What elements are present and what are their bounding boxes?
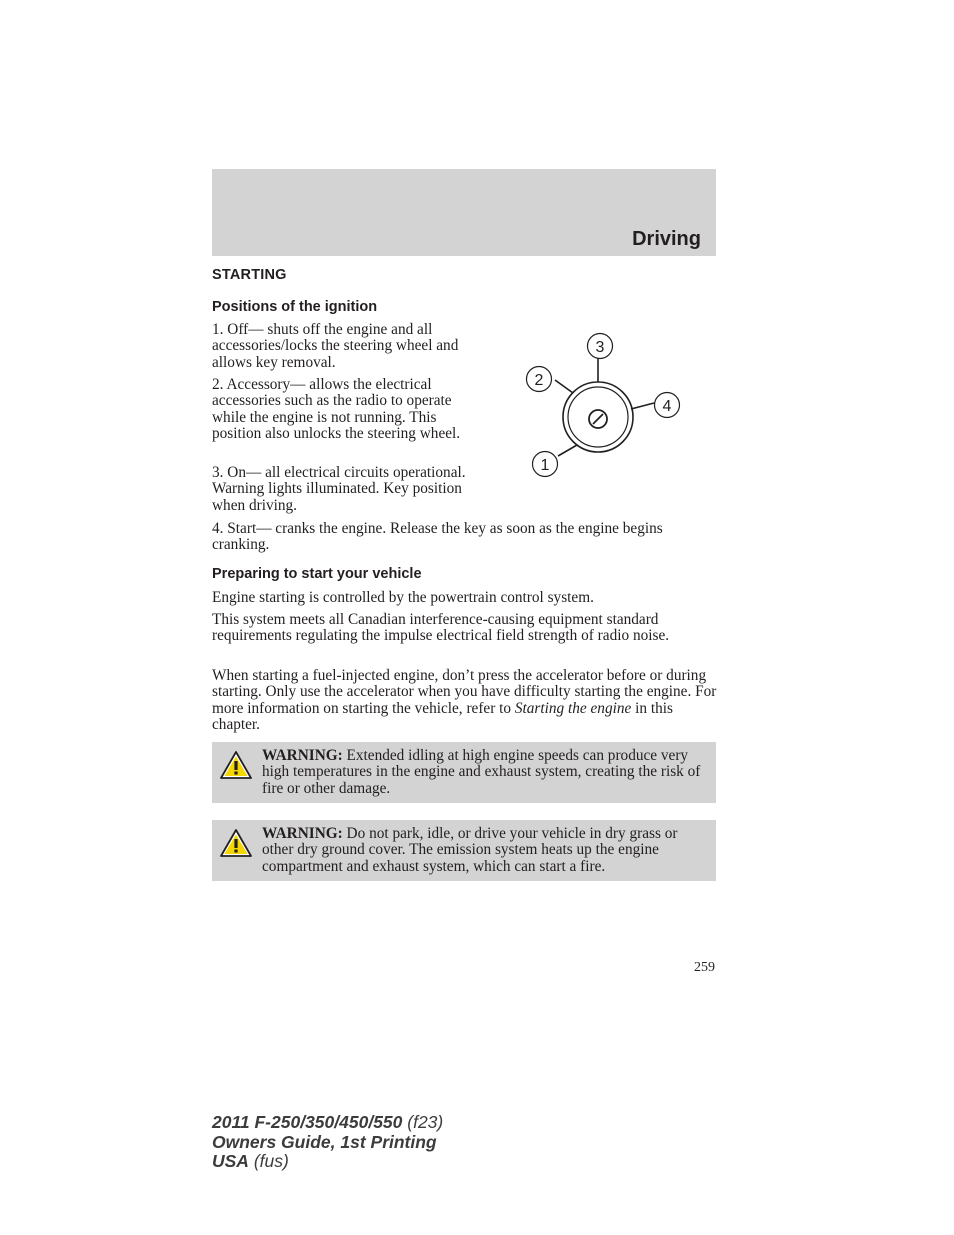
warning-text: Extended idling at high engine speeds can produce very high temperatures in the engine and exhaust system, creating the risk of fire or other damage. <box>262 747 701 797</box>
ignition-lock-cylinder <box>563 382 633 452</box>
cross-reference-link: Starting the engine <box>514 699 632 717</box>
page-heading: STARTING <box>212 267 287 283</box>
section-header-band <box>212 169 716 256</box>
page-number: 259 <box>694 960 715 975</box>
warning-box-dry-grass <box>212 820 716 881</box>
warning-text: Do not park, idle, or drive your vehicle in dry grass or other dry ground cover. The emission system heats up the engine compartment and exhaust system, which can start a fire. <box>262 825 678 875</box>
paragraph-powertrain: Engine starting is controlled by the powertrain control system. <box>212 589 594 606</box>
warning-label: WARNING: <box>262 747 343 764</box>
position-label-3: 3 <box>595 339 605 356</box>
warning-label: WARNING: <box>262 825 343 842</box>
position-label-1: 1 <box>540 457 550 474</box>
paragraph-fuel-injected: When starting a fuel-injected engine, don’t press the accelerator before or during starting. Only use the accelerator when you have difficulty starting the engine. For more information on starting the vehicle, refer to Starting the engine in this chapter. <box>212 667 717 734</box>
ignition-diagram <box>515 325 695 485</box>
position-marker-2 <box>527 367 552 392</box>
ignition-item-start: 4. Start— cranks the engine. Release the key as soon as the engine begins cranking. <box>212 520 663 554</box>
ignition-item-off: 1. Off— shuts off the engine and all accessories/locks the steering wheel and allows key removal. <box>212 321 459 371</box>
section-title: Driving <box>632 228 701 250</box>
warning-triangle-icon <box>218 748 254 782</box>
document-footer: 2011 F-250/350/450/550 (f23) Owners Guide, 1st Printing USA (fus) <box>212 1112 444 1171</box>
position-label-2: 2 <box>534 372 544 389</box>
position-label-4: 4 <box>662 398 672 415</box>
ignition-item-on: 3. On— all electrical circuits operational. Warning lights illuminated. Key position when driving. <box>212 464 466 514</box>
warning-box-idling <box>212 742 716 803</box>
ignition-item-accessory: 2. Accessory— allows the electrical accessories such as the radio to operate while the engine is not running. This position also unlocks the steering wheel. <box>212 376 461 443</box>
subheading-preparing: Preparing to start your vehicle <box>212 566 422 582</box>
position-marker-4 <box>655 393 680 418</box>
paragraph-canadian-standard: This system meets all Canadian interference-causing equipment standard requirements regulating the impulse electrical field strength of radio noise. <box>212 611 670 645</box>
subheading-ignition: Positions of the ignition <box>212 299 378 315</box>
position-marker-3 <box>588 334 613 359</box>
position-marker-1 <box>533 452 558 477</box>
warning-triangle-icon <box>218 826 254 860</box>
